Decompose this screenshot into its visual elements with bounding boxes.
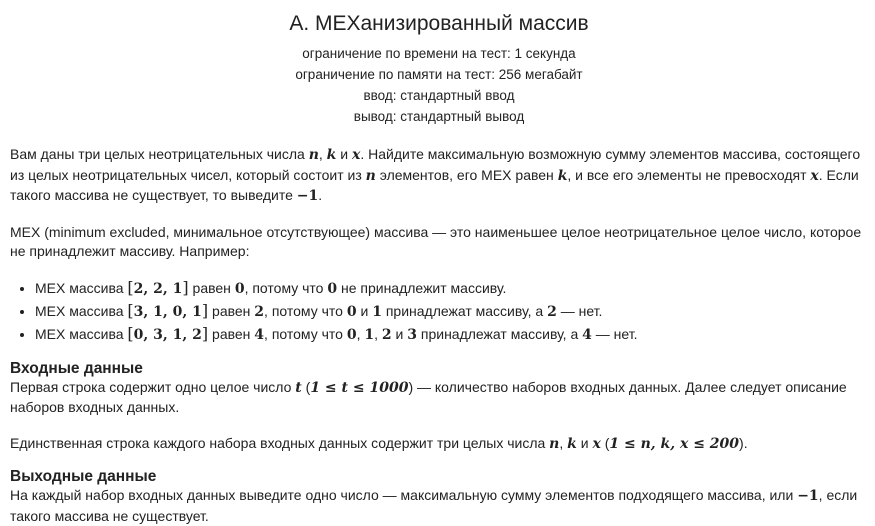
math-range: 1 ≤ n, k, x ≤ 200 xyxy=(609,435,740,452)
math-x: x xyxy=(810,167,819,184)
text: MEX массива xyxy=(35,279,128,296)
text: Вам даны три целых неотрицательных числа xyxy=(10,146,309,162)
math-n: n xyxy=(365,167,376,184)
math-value: 2 xyxy=(381,326,392,343)
text: и xyxy=(391,325,408,342)
math-k: k xyxy=(326,147,337,163)
text: ) — количество наборов входных данных. Далее следует описание наборов входных данных. xyxy=(10,378,847,415)
text: , если такого массива не существует. xyxy=(10,487,858,524)
math-value: 4 xyxy=(254,326,265,343)
math-value: 0 xyxy=(327,280,338,297)
math-x: x xyxy=(351,147,361,163)
math-minus-one: −1 xyxy=(296,188,319,204)
math-value: 0 xyxy=(234,280,245,297)
text: не принадлежит массиву. xyxy=(337,279,507,296)
input-file: ввод: стандартный ввод xyxy=(363,88,515,103)
text: , потому что xyxy=(244,279,328,296)
math-value: 0 xyxy=(346,303,357,320)
math-range: 1 ≤ t ≤ 1000 xyxy=(310,379,409,396)
text: . Если такого массива не существует, то выведите xyxy=(10,166,859,203)
memory-limit: ограничение по памяти на тест: 256 мегабайт xyxy=(295,67,583,82)
legend-paragraph-2: MEX (minimum excluded, минимальное отсутствующее) массива — это наименьшее целое неотрицательное целое число, которое не принадлежит массиву. Например: xyxy=(10,223,862,259)
math-n: n xyxy=(549,435,560,452)
math-array: 2, 2, 1 xyxy=(133,280,183,297)
text: , и все его элементы не превосходят xyxy=(567,166,811,183)
text: и xyxy=(576,434,593,451)
text: , потому что xyxy=(264,302,347,319)
text: , xyxy=(318,146,327,162)
math-array: 3, 1, 0, 1 xyxy=(133,303,202,320)
text: принадлежат массиву, а xyxy=(381,302,548,319)
math-n: n xyxy=(308,147,319,163)
problem-limits xyxy=(10,43,868,127)
math-value: 0 xyxy=(346,326,357,343)
text: и xyxy=(356,302,373,319)
math-value: 3 xyxy=(407,326,417,343)
text: равен xyxy=(208,302,255,319)
text: — нет. xyxy=(556,302,603,319)
text: , xyxy=(374,325,382,342)
problem-header xyxy=(10,0,868,127)
list-item: • MEX массива [0, 3, 1, 2] равен 4, потому что 0, 1, 2 и 3 принадлежат массиву, а 4 — нет. xyxy=(35,323,868,346)
text: ( xyxy=(301,378,311,395)
text: . xyxy=(318,187,323,203)
text: Первая строка содержит одно целое число xyxy=(10,378,296,395)
text: ). xyxy=(739,434,748,451)
text: . Найдите максимальную возможную сумму элементов массива, состоящего из целых неотрицательных чисел, который состоит из xyxy=(10,146,861,183)
legend-paragraph-1 xyxy=(10,145,868,207)
text: MEX массива xyxy=(35,325,128,342)
text: и xyxy=(336,146,352,162)
math-k: k xyxy=(557,167,568,184)
text: принадлежат массиву, а xyxy=(417,325,583,342)
problem-title: A. MEXанизированный массив xyxy=(289,12,589,35)
math-value: 2 xyxy=(254,303,265,320)
text: — нет. xyxy=(591,325,638,342)
math-value: 1 xyxy=(364,326,375,343)
output-section-title: Выходные данные xyxy=(10,468,157,485)
output-file: вывод: стандартный вывод xyxy=(353,109,525,124)
math-k: k xyxy=(567,435,577,452)
text: равен xyxy=(188,279,235,296)
text: ( xyxy=(600,434,610,451)
text: , xyxy=(559,434,568,451)
text: MEX массива xyxy=(35,302,128,319)
text: На каждый набор входных данных выведите одно число — максимальную сумму элементов подходящего массива, или xyxy=(10,487,798,503)
text: , xyxy=(356,325,365,342)
math-value: 2 xyxy=(547,303,557,320)
math-value: 4 xyxy=(582,326,592,343)
input-paragraph-2 xyxy=(10,434,868,455)
input-paragraph-1 xyxy=(10,378,868,418)
problem-statement xyxy=(10,0,868,526)
math-minus-one: −1 xyxy=(797,488,819,504)
list-item: • MEX массива [2, 2, 1] равен 0, потому что 0 не принадлежит массиву. xyxy=(35,277,868,300)
input-section-title: Входные данные xyxy=(10,359,143,377)
math-array: 0, 3, 1, 2 xyxy=(133,326,202,343)
text: равен xyxy=(208,325,255,342)
math-value: 1 xyxy=(372,303,382,320)
math-t: t xyxy=(295,379,302,396)
time-limit: ограничение по времени на тест: 1 секунда xyxy=(302,46,576,61)
output-paragraph xyxy=(10,486,868,526)
math-x: x xyxy=(592,435,601,452)
text: Единственная строка каждого набора входных данных содержит три целых числа xyxy=(10,434,550,451)
list-item: • MEX массива [3, 1, 0, 1] равен 2, потому что 0 и 1 принадлежат массиву, а 2 — нет. xyxy=(35,300,868,323)
text: , потому что xyxy=(264,325,347,342)
mex-examples-list xyxy=(10,277,868,346)
text: элементов, его MEX равен xyxy=(375,166,558,183)
